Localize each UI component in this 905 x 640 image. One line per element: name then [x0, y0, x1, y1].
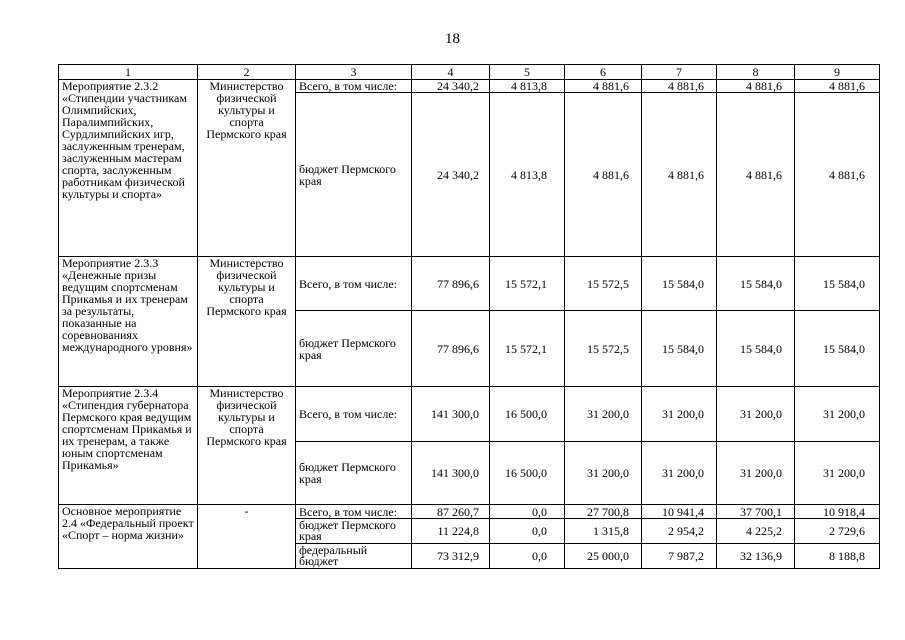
funding-source: Всего, в том числе: [296, 257, 412, 311]
value-cell: 4 881,6 [795, 93, 880, 257]
value-cell: 2 729,6 [795, 519, 880, 544]
ministry-cell: Министерство физической культуры и спорта Пермского края [198, 387, 296, 505]
value-cell: 4 813,8 [490, 80, 565, 93]
column-header: 1 [59, 65, 198, 80]
value-cell: 15 572,5 [565, 311, 642, 387]
page-number: 18 [445, 31, 460, 47]
value-cell: 10 941,4 [642, 505, 717, 519]
value-cell: 31 200,0 [717, 387, 795, 442]
value-cell: 4 881,6 [565, 80, 642, 93]
value-cell: 16 500,0 [490, 387, 565, 442]
value-cell: 31 200,0 [795, 442, 880, 505]
ministry-cell: Министерство физической культуры и спорта Пермского края [198, 257, 296, 387]
value-cell: 24 340,2 [412, 80, 490, 93]
value-cell: 31 200,0 [642, 387, 717, 442]
budget-table [58, 64, 880, 569]
funding-source: Всего, в том числе: [296, 80, 412, 93]
table-row [59, 80, 880, 93]
column-header: 2 [198, 65, 296, 80]
column-header: 6 [565, 65, 642, 80]
value-cell: 27 700,8 [565, 505, 642, 519]
value-cell: 4 881,6 [717, 93, 795, 257]
activity-cell: Мероприятие 2.3.4 «Стипендия губернатора Пермского края ведущим спортсменам Прикамья и их тренерам, а также юным спортсменам Прикамья» [59, 387, 198, 505]
value-cell: 15 572,1 [490, 311, 565, 387]
value-cell: 141 300,0 [412, 387, 490, 442]
activity-cell: Основное мероприятие 2.4 «Федеральный проект «Спорт – норма жизни» [59, 505, 198, 569]
value-cell: 0,0 [490, 544, 565, 569]
value-cell: 4 881,6 [642, 93, 717, 257]
activity-cell: Мероприятие 2.3.2 «Стипендии участникам Олимпийских, Паралимпийских, Сурдлимпийских игр, заслуженным тренерам, заслуженным мастерам спорта, заслуженным работникам физической культуры и спорта» [59, 80, 198, 257]
value-cell: 7 987,2 [642, 544, 717, 569]
value-cell: 32 136,9 [717, 544, 795, 569]
funding-source: бюджет Пермского края [296, 93, 412, 257]
value-cell: 15 572,5 [565, 257, 642, 311]
funding-source: бюджет Пермского края [296, 519, 412, 544]
value-cell: 4 813,8 [490, 93, 565, 257]
column-header: 4 [412, 65, 490, 80]
value-cell: 77 896,6 [412, 311, 490, 387]
value-cell: 4 881,6 [565, 93, 642, 257]
funding-source: Всего, в том числе: [296, 387, 412, 442]
value-cell: 1 315,8 [565, 519, 642, 544]
value-cell: 73 312,9 [412, 544, 490, 569]
value-cell: 31 200,0 [565, 387, 642, 442]
funding-source: федеральный бюджет [296, 544, 412, 569]
column-header: 7 [642, 65, 717, 80]
value-cell: 15 584,0 [717, 311, 795, 387]
value-cell: 15 584,0 [795, 257, 880, 311]
column-header: 8 [717, 65, 795, 80]
value-cell: 77 896,6 [412, 257, 490, 311]
value-cell: 141 300,0 [412, 442, 490, 505]
value-cell: 4 881,6 [795, 80, 880, 93]
value-cell: 10 918,4 [795, 505, 880, 519]
value-cell: 31 200,0 [565, 442, 642, 505]
funding-source: бюджет Пермского края [296, 442, 412, 505]
header-row [59, 65, 880, 80]
column-header: 3 [296, 65, 412, 80]
value-cell: 4 881,6 [642, 80, 717, 93]
value-cell: 87 260,7 [412, 505, 490, 519]
ministry-cell: - [198, 505, 296, 569]
column-header: 5 [490, 65, 565, 80]
table-row [59, 505, 880, 519]
value-cell: 15 584,0 [795, 311, 880, 387]
value-cell: 31 200,0 [717, 442, 795, 505]
value-cell: 16 500,0 [490, 442, 565, 505]
value-cell: 0,0 [490, 505, 565, 519]
value-cell: 8 188,8 [795, 544, 880, 569]
value-cell: 25 000,0 [565, 544, 642, 569]
activity-cell: Мероприятие 2.3.3 «Денежные призы ведущим спортсменам Прикамья и их тренерам за результаты, показанные на соревнованиях международного уровня» [59, 257, 198, 387]
funding-source: бюджет Пермского края [296, 311, 412, 387]
ministry-cell: Министерство физической культуры и спорта Пермского края [198, 80, 296, 257]
value-cell: 31 200,0 [795, 387, 880, 442]
value-cell: 2 954,2 [642, 519, 717, 544]
value-cell: 15 572,1 [490, 257, 565, 311]
value-cell: 24 340,2 [412, 93, 490, 257]
funding-source: Всего, в том числе: [296, 505, 412, 519]
value-cell: 0,0 [490, 519, 565, 544]
table-row [59, 387, 880, 442]
column-header: 9 [795, 65, 880, 80]
value-cell: 31 200,0 [642, 442, 717, 505]
value-cell: 15 584,0 [642, 311, 717, 387]
value-cell: 15 584,0 [717, 257, 795, 311]
value-cell: 4 225,2 [717, 519, 795, 544]
value-cell: 37 700,1 [717, 505, 795, 519]
value-cell: 4 881,6 [717, 80, 795, 93]
value-cell: 11 224,8 [412, 519, 490, 544]
value-cell: 15 584,0 [642, 257, 717, 311]
table-row [59, 257, 880, 311]
